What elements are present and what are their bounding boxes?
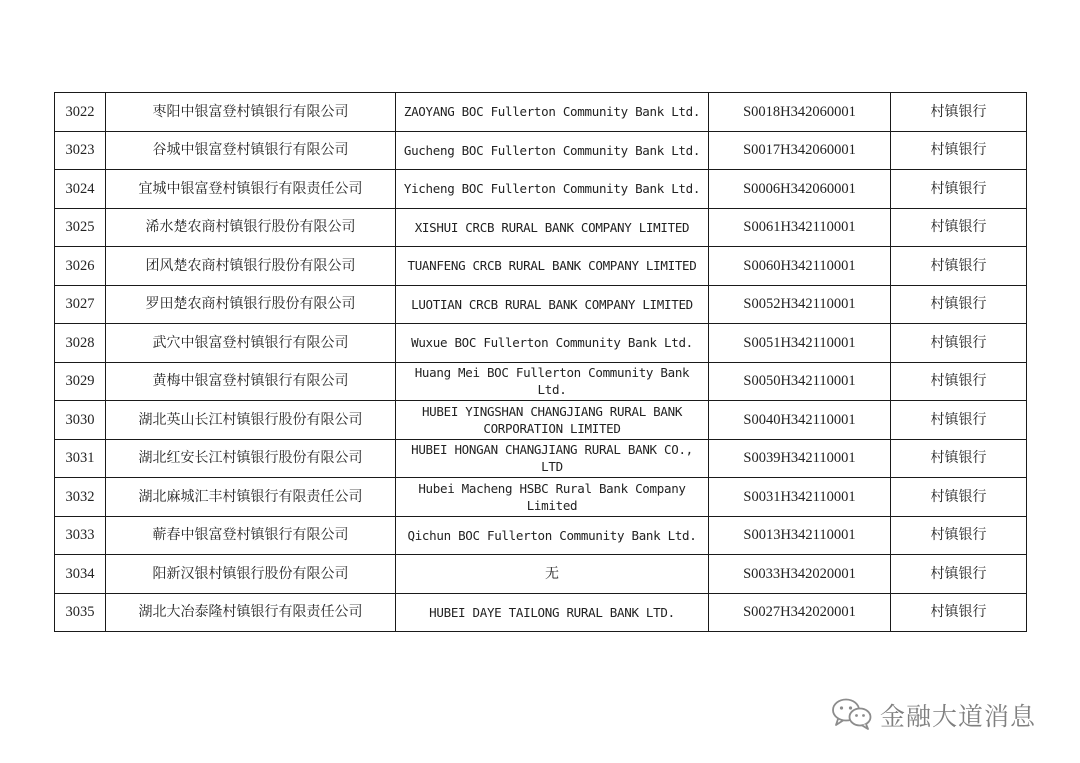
institution-code-cell: S0051H342110001 [709, 324, 891, 363]
institution-code-cell: S0033H342020001 [709, 555, 891, 594]
table-row [55, 170, 1027, 209]
institution-type-cell: 村镇银行 [891, 324, 1027, 363]
bank-name-cn-cell: 罗田楚农商村镇银行股份有限公司 [106, 285, 396, 324]
row-number-cell: 3033 [55, 516, 106, 555]
bank-name-en-cell: 无 [396, 555, 709, 594]
bank-name-en-cell: Wuxue BOC Fullerton Community Bank Ltd. [396, 324, 709, 363]
institution-type-cell: 村镇银行 [891, 208, 1027, 247]
table-row [55, 285, 1027, 324]
bank-name-cn-cell: 武穴中银富登村镇银行有限公司 [106, 324, 396, 363]
institution-type-cell: 村镇银行 [891, 401, 1027, 440]
row-number-cell: 3030 [55, 401, 106, 440]
table-row [55, 131, 1027, 170]
table-row [55, 555, 1027, 594]
institution-type-cell: 村镇银行 [891, 93, 1027, 132]
bank-name-cn-cell: 枣阳中银富登村镇银行有限公司 [106, 93, 396, 132]
institution-code-cell: S0017H342060001 [709, 131, 891, 170]
bank-name-en-cell: TUANFENG CRCB RURAL BANK COMPANY LIMITED [396, 247, 709, 286]
bank-name-cn-cell: 团风楚农商村镇银行股份有限公司 [106, 247, 396, 286]
bank-name-cn-cell: 浠水楚农商村镇银行股份有限公司 [106, 208, 396, 247]
institution-code-cell: S0060H342110001 [709, 247, 891, 286]
institution-code-cell: S0061H342110001 [709, 208, 891, 247]
institution-type-cell: 村镇银行 [891, 170, 1027, 209]
bank-name-en-cell: Huang Mei BOC Fullerton Community Bank Ltd. [396, 362, 709, 401]
bank-name-cn-cell: 湖北英山长江村镇银行股份有限公司 [106, 401, 396, 440]
table-row [55, 401, 1027, 440]
bank-name-cn-cell: 黄梅中银富登村镇银行有限公司 [106, 362, 396, 401]
institution-type-cell: 村镇银行 [891, 593, 1027, 632]
row-number-cell: 3035 [55, 593, 106, 632]
row-number-cell: 3026 [55, 247, 106, 286]
institution-type-cell: 村镇银行 [891, 439, 1027, 478]
table-body [55, 93, 1027, 632]
table-row [55, 439, 1027, 478]
table-row [55, 516, 1027, 555]
institution-type-cell: 村镇银行 [891, 131, 1027, 170]
bank-name-cn-cell: 阳新汉银村镇银行股份有限公司 [106, 555, 396, 594]
table-row [55, 478, 1027, 517]
watermark [830, 696, 1036, 734]
table-row [55, 362, 1027, 401]
row-number-cell: 3028 [55, 324, 106, 363]
bank-name-en-cell: HUBEI DAYE TAILONG RURAL BANK LTD. [396, 593, 709, 632]
row-number-cell: 3034 [55, 555, 106, 594]
institution-code-cell: S0027H342020001 [709, 593, 891, 632]
institution-type-cell: 村镇银行 [891, 362, 1027, 401]
wechat-icon [830, 696, 874, 734]
institution-code-cell: S0039H342110001 [709, 439, 891, 478]
institution-code-cell: S0050H342110001 [709, 362, 891, 401]
institution-code-cell: S0031H342110001 [709, 478, 891, 517]
institution-code-cell: S0040H342110001 [709, 401, 891, 440]
bank-name-en-cell: Qichun BOC Fullerton Community Bank Ltd. [396, 516, 709, 555]
bank-name-en-cell: Hubei Macheng HSBC Rural Bank Company Limited [396, 478, 709, 517]
bank-name-cn-cell: 湖北红安长江村镇银行股份有限公司 [106, 439, 396, 478]
bank-name-en-cell: LUOTIAN CRCB RURAL BANK COMPANY LIMITED [396, 285, 709, 324]
table-row [55, 247, 1027, 286]
institution-type-cell: 村镇银行 [891, 555, 1027, 594]
bank-name-cn-cell: 谷城中银富登村镇银行有限公司 [106, 131, 396, 170]
bank-name-en-cell: ZAOYANG BOC Fullerton Community Bank Ltd. [396, 93, 709, 132]
institution-type-cell: 村镇银行 [891, 478, 1027, 517]
bank-name-en-cell: XISHUI CRCB RURAL BANK COMPANY LIMITED [396, 208, 709, 247]
row-number-cell: 3032 [55, 478, 106, 517]
institution-code-cell: S0006H342060001 [709, 170, 891, 209]
row-number-cell: 3029 [55, 362, 106, 401]
bank-name-cn-cell: 湖北大冶泰隆村镇银行有限责任公司 [106, 593, 396, 632]
table-row [55, 593, 1027, 632]
row-number-cell: 3027 [55, 285, 106, 324]
institution-code-cell: S0013H342110001 [709, 516, 891, 555]
table-row [55, 324, 1027, 363]
row-number-cell: 3025 [55, 208, 106, 247]
bank-name-cn-cell: 蕲春中银富登村镇银行有限公司 [106, 516, 396, 555]
bank-name-cn-cell: 湖北麻城汇丰村镇银行有限责任公司 [106, 478, 396, 517]
table-row [55, 208, 1027, 247]
institution-code-cell: S0052H342110001 [709, 285, 891, 324]
bank-name-en-cell: Yicheng BOC Fullerton Community Bank Ltd. [396, 170, 709, 209]
row-number-cell: 3031 [55, 439, 106, 478]
bank-name-en-cell: HUBEI YINGSHAN CHANGJIANG RURAL BANK CORPORATION LIMITED [396, 401, 709, 440]
row-number-cell: 3023 [55, 131, 106, 170]
bank-name-en-cell: Gucheng BOC Fullerton Community Bank Ltd. [396, 131, 709, 170]
bank-name-cn-cell: 宜城中银富登村镇银行有限责任公司 [106, 170, 396, 209]
row-number-cell: 3024 [55, 170, 106, 209]
institution-code-cell: S0018H342060001 [709, 93, 891, 132]
row-number-cell: 3022 [55, 93, 106, 132]
institution-type-cell: 村镇银行 [891, 247, 1027, 286]
bank-list-table [54, 92, 1027, 632]
institution-type-cell: 村镇银行 [891, 285, 1027, 324]
institution-type-cell: 村镇银行 [891, 516, 1027, 555]
watermark-text: 金融大道消息 [880, 702, 1037, 731]
bank-name-en-cell: HUBEI HONGAN CHANGJIANG RURAL BANK CO., LTD [396, 439, 709, 478]
table-row [55, 93, 1027, 132]
